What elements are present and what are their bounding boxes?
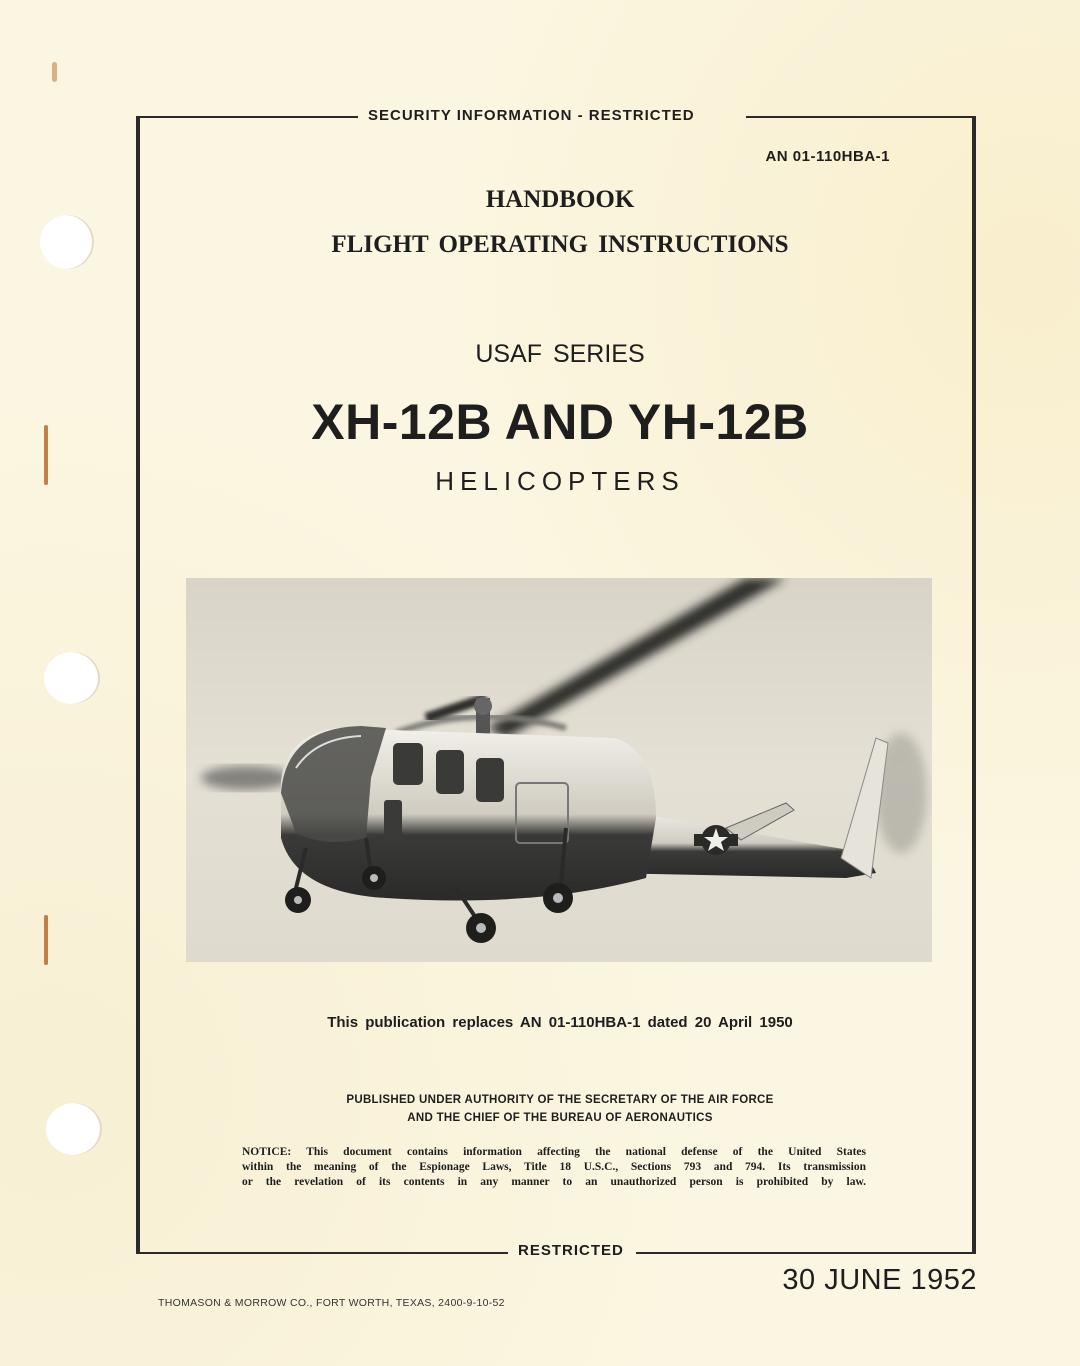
bottom-rule-right xyxy=(636,1252,976,1254)
restricted-banner: RESTRICTED xyxy=(518,1242,624,1259)
supersession-notice: This publication replaces AN 01-110HBA-1 dated 20 April 1950 xyxy=(327,1014,793,1031)
staple-stain xyxy=(44,915,48,965)
model-title: XH-12B AND YH-12B xyxy=(311,394,809,450)
helicopter-illustration xyxy=(186,578,932,962)
authority-line-1: PUBLISHED UNDER AUTHORITY OF THE SECRETARY OF THE AIR FORCE xyxy=(346,1094,774,1106)
binder-hole-top xyxy=(40,215,94,269)
aircraft-type-heading: HELICOPTERS xyxy=(435,466,685,496)
top-rule-left xyxy=(136,116,358,118)
binder-hole-middle xyxy=(44,652,100,704)
binder-hole-bottom xyxy=(46,1103,102,1155)
helicopter-photo xyxy=(186,578,932,962)
security-banner: SECURITY INFORMATION - RESTRICTED xyxy=(368,107,695,124)
publication-date: 30 JUNE 1952 xyxy=(782,1264,977,1296)
authority-line-2: AND THE CHIEF OF THE BUREAU OF AERONAUTICS xyxy=(407,1112,713,1124)
staple-stain xyxy=(52,62,57,82)
notice-line: or the revelation of its contents in any manner to an unauthorized person is prohibited by law. xyxy=(242,1176,866,1188)
top-rule-right xyxy=(746,116,976,118)
flight-operating-instructions-heading: FLIGHT OPERATING INSTRUCTIONS xyxy=(331,231,789,258)
bottom-rule-left xyxy=(136,1252,508,1254)
staple-stain xyxy=(44,425,48,485)
handbook-heading: HANDBOOK xyxy=(485,186,635,213)
document-number: AN 01-110HBA-1 xyxy=(765,148,890,165)
notice-line: within the meaning of the Espionage Laws, Title 18 U.S.C., Sections 793 and 794. Its transmission xyxy=(242,1161,866,1173)
notice-line: NOTICE: This document contains information affecting the national defense of the United States xyxy=(242,1146,866,1158)
printer-imprint: THOMASON & MORROW CO., FORT WORTH, TEXAS, 2400-9-10-52 xyxy=(158,1297,505,1309)
series-heading: USAF SERIES xyxy=(475,340,645,368)
espionage-notice xyxy=(242,1145,866,1190)
